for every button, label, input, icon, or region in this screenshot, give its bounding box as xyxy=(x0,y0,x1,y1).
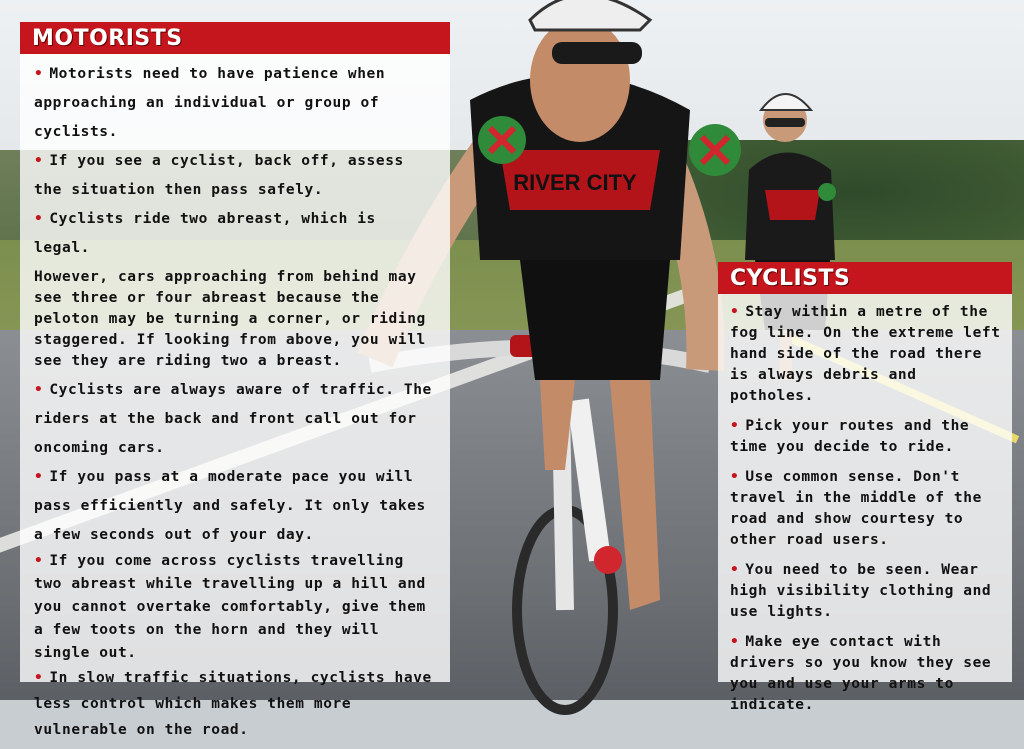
motorists-item: • Cyclists are always aware of traffic. The riders at the back and front call out for oncoming cars. xyxy=(34,382,432,456)
bullet-icon: • xyxy=(730,304,740,320)
bullet-icon: • xyxy=(730,418,740,434)
bullet-icon: • xyxy=(34,66,44,82)
motorists-list xyxy=(20,54,450,749)
bullet-icon: • xyxy=(730,562,740,578)
motorists-item: • Cyclists ride two abreast, which is legal. xyxy=(34,211,376,256)
cyclists-item: • You need to be seen. Wear high visibility clothing and use lights. xyxy=(730,562,992,620)
motorists-item: • If you come across cyclists travelling two abreast while travelling up a hill and you cannot overtake comfortably, give them a few toots on the horn and they will single out. xyxy=(34,553,426,661)
bullet-icon: • xyxy=(730,634,740,650)
cyclists-item: • Use common sense. Don't travel in the middle of the road and show courtesy to other road users. xyxy=(730,469,982,548)
bullet-icon: • xyxy=(34,553,44,569)
bullet-icon: • xyxy=(730,469,740,485)
cyclists-panel xyxy=(718,262,1012,713)
motorists-item: • If you pass at a moderate pace you will pass efficiently and safely. It only takes a few seconds out of your day. xyxy=(34,469,426,543)
motorists-heading: MOTORISTS xyxy=(20,22,450,54)
motorists-item: However, cars approaching from behind may see three or four abreast because the peloton may be turning a corner, or riding staggered. If looking from above, you will see they are riding two a breast. xyxy=(34,269,426,369)
cyclists-item: • Pick your routes and the time you decide to ride. xyxy=(730,418,970,455)
cyclists-list xyxy=(718,294,1012,731)
jersey-text: RIVER CITY xyxy=(513,170,637,195)
bullet-icon: • xyxy=(34,469,44,485)
bullet-icon: • xyxy=(34,382,44,398)
motorists-item: • Motorists need to have patience when approaching an individual or group of cyclists. xyxy=(34,66,386,140)
bullet-icon: • xyxy=(34,670,44,686)
cyclists-item: • Stay within a metre of the fog line. On the extreme left hand side of the road there is always debris and potholes. xyxy=(730,304,1001,404)
motorists-item: • If you see a cyclist, back off, assess the situation then pass safely. xyxy=(34,153,404,198)
cyclists-item: • Make eye contact with drivers so you know they see you and use your arms to indicate. xyxy=(730,634,992,713)
bullet-icon: • xyxy=(34,153,44,169)
motorists-item: • In slow traffic situations, cyclists have less control which makes them more vulnerable on the road. xyxy=(34,670,432,738)
bullet-icon: • xyxy=(34,211,44,227)
motorists-panel xyxy=(20,22,450,738)
cyclists-heading: CYCLISTS xyxy=(718,262,1012,294)
